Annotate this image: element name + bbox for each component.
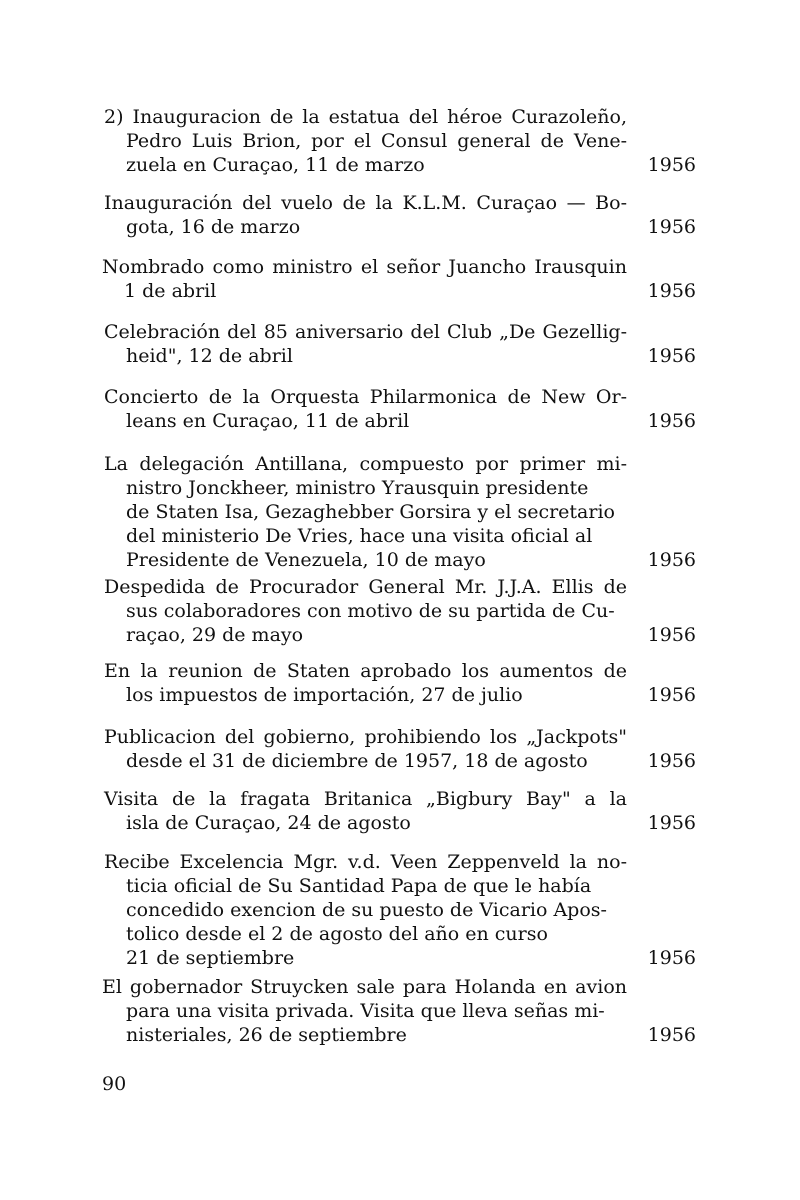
entry-line: leans en Curaçao, 11 de abril (126, 410, 410, 432)
entry-year: 1956 (647, 812, 696, 834)
entry-year: 1956 (647, 410, 696, 432)
entry-line: En la reunion de Staten aprobado los aumentos de (104, 660, 627, 682)
entry-year: 1956 (647, 154, 696, 176)
entry-line: Publicacion del gobierno, prohibiendo los „Jackpots" (104, 726, 627, 748)
entry-line: 2) Inauguracion de la estatua del héroe Curazoleño, (104, 106, 627, 128)
entry-year: 1956 (647, 1024, 696, 1046)
entry-line: isla de Curaçao, 24 de agosto (126, 812, 411, 834)
entry-line: La delegación Antillana, compuesto por primer mi- (104, 453, 627, 475)
entry-line: Presidente de Venezuela, 10 de mayo (126, 549, 486, 571)
entry-line: zuela en Curaçao, 11 de marzo (126, 154, 425, 176)
entry-line: Nombrado como ministro el señor Juancho Irausquin (102, 256, 627, 278)
entry-year: 1956 (647, 345, 696, 367)
entry-year: 1956 (647, 624, 696, 646)
entry-line: Pedro Luis Brion, por el Consul general de Vene- (126, 130, 627, 152)
entry-line: raçao, 29 de mayo (126, 624, 304, 646)
entry-line: nistro Jonckheer, ministro Yrausquin presidente (126, 477, 589, 499)
entry-line: nisteriales, 26 de septiembre (126, 1024, 407, 1046)
entry-year: 1956 (647, 549, 696, 571)
entry-year: 1956 (647, 216, 696, 238)
page-number: 90 (102, 1073, 127, 1095)
entry-line: Despedida de Procurador General Mr. J.J.A. Ellis de (104, 576, 627, 598)
entry-line: de Staten Isa, Gezaghebber Gorsira y el secretario (126, 501, 615, 523)
entry-line: Recibe Excelencia Mgr. v.d. Veen Zeppenveld la no- (104, 851, 627, 873)
entry-line: concedido exencion de su puesto de Vicario Apos- (126, 899, 607, 921)
entry-line: sus colaboradores con motivo de su partida de Cu- (126, 600, 615, 622)
entry-year: 1956 (647, 280, 696, 302)
entry-year: 1956 (647, 947, 696, 969)
entry-line: Inauguración del vuelo de la K.L.M. Curaçao — Bo- (104, 192, 627, 214)
entry-line: ticia oficial de Su Santidad Papa de que le había (126, 875, 592, 897)
entry-line: Visita de la fragata Britanica „Bigbury Bay" a la (104, 788, 627, 810)
entry-line: tolico desde el 2 de agosto del año en curso (126, 923, 548, 945)
entry-year: 1956 (647, 684, 696, 706)
entry-line: del ministerio De Vries, hace una visita oficial al (126, 525, 593, 547)
entry-line: desde el 31 de diciembre de 1957, 18 de agosto (126, 750, 588, 772)
entry-year: 1956 (647, 750, 696, 772)
entry-line: los impuestos de importación, 27 de julio (126, 684, 523, 706)
entry-line: 1 de abril (124, 280, 217, 302)
entry-line: 21 de septiembre (126, 947, 295, 969)
entry-line: El gobernador Struycken sale para Holanda en avion (102, 976, 627, 998)
entry-line: heid", 12 de abril (126, 345, 293, 367)
entry-line: gota, 16 de marzo (126, 216, 301, 238)
entry-line: para una visita privada. Visita que lleva señas mi- (126, 1000, 605, 1022)
entry-line: Concierto de la Orquesta Philarmonica de New Or- (104, 386, 627, 408)
entry-line: Celebración del 85 aniversario del Club „De Gezellig- (104, 321, 627, 343)
